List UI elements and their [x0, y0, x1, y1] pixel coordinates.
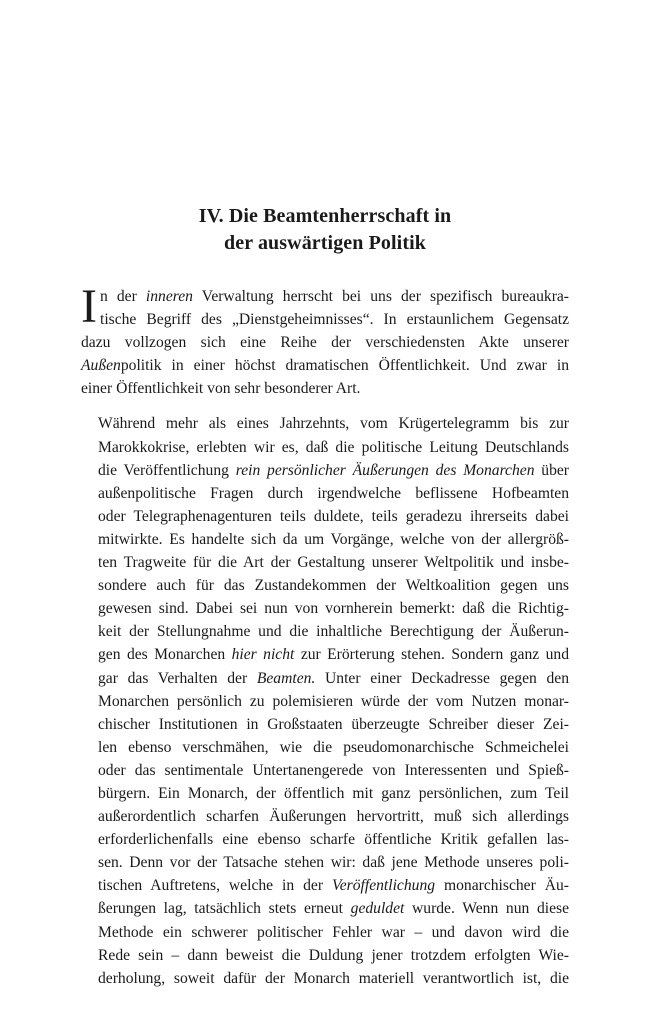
text-run: tischen Auftretens, welche in der	[98, 877, 332, 895]
text-line	[81, 412, 569, 435]
text-run: n der	[99, 288, 146, 305]
text-run: sen. Denn vor der Tatsache stehen wir: daß jene Methode unseres poli-	[98, 854, 569, 872]
text-line	[81, 759, 569, 782]
text-line	[81, 897, 569, 920]
paragraph-2	[81, 412, 569, 989]
text-line	[81, 354, 569, 377]
text-run: über	[534, 461, 569, 479]
text-run: len ebenso verschmähen, wie die pseudomonarchische Schmeichelei	[98, 738, 569, 756]
text-run: politik in einer höchst dramatischen Öffentlichkeit. Und zwar in	[120, 357, 569, 375]
text-run: tische Begriff des „Dienstgeheimnisses“. In erstaunlichem Gegensatz	[99, 311, 569, 329]
text-run: zur Erörterung stehen. Sondern ganz und	[294, 646, 569, 664]
text-run: derholung, soweit dafür der Monarch materiell verantwortlich ist, die	[98, 969, 569, 987]
text-line	[81, 551, 569, 574]
text-line	[81, 436, 569, 459]
text-run: Marokkokrise, erlebten wir es, daß die politische Leitung Deutschlands	[98, 438, 569, 456]
chapter-title	[81, 203, 569, 257]
text-run: keit der Stellungnahme und die inhaltliche Berechtigung der Äußerun-	[98, 623, 569, 641]
text-line	[81, 482, 569, 505]
emphasis: Beamten.	[256, 669, 316, 687]
text-line	[81, 597, 569, 620]
text-run: bürgern. Ein Monarch, der öffentlich mit ganz persönlichen, zum Teil	[98, 784, 569, 802]
text-run: Verwaltung herrscht bei uns der spezifisch bureaukra-	[192, 288, 569, 305]
text-line	[81, 505, 569, 528]
text-line	[81, 643, 569, 666]
chapter-title-line-2: der auswärtigen Politik	[224, 232, 426, 254]
text-line	[81, 736, 569, 759]
text-run: gar das Verhalten der	[98, 669, 257, 687]
emphasis: inneren	[145, 288, 193, 305]
text-run: Monarchen persönlich zu polemisieren würde der vom Nutzen monar-	[98, 692, 569, 710]
text-run: außerordentlich scharfen Äußerungen hervortritt, muß sich allerdings	[98, 808, 569, 826]
text-run: oder Telegraphenagenturen teils duldete, teils geradezu ihrerseits dabei	[98, 507, 569, 525]
emphasis: Außen	[81, 357, 121, 375]
text-run: chischer Institutionen in Großstaaten überzeugte Schreiber dieser Zei-	[98, 715, 569, 733]
text-line	[81, 713, 569, 736]
emphasis: rein persönlicher Äußerungen des Monarchen	[235, 461, 535, 479]
text-run: die Veröffentlichung	[98, 461, 236, 479]
text-run: monarchischer Äu-	[435, 877, 569, 895]
emphasis: Veröffentlichung	[331, 877, 436, 895]
text-run: mitwirkte. Es handelte sich da um Vorgänge, welche von der allergröß-	[98, 530, 569, 548]
text-line	[81, 285, 569, 308]
text-line	[81, 874, 569, 897]
text-line	[81, 620, 569, 643]
text-line	[81, 690, 569, 713]
text-line	[81, 308, 569, 331]
emphasis: geduldet	[350, 900, 405, 918]
text-line	[81, 331, 569, 354]
text-line	[81, 805, 569, 828]
text-run: ten Tragweite für die Art der Gestaltung unserer Weltpolitik und insbe-	[98, 554, 569, 572]
text-line	[81, 921, 569, 944]
text-line	[81, 667, 569, 690]
text-run: wurde. Wenn nun diese	[404, 900, 569, 918]
text-run: dazu vollzogen sich eine Reihe der verschiedensten Akte unserer	[81, 334, 569, 352]
text-run: ßerungen lag, tatsächlich stets erneut	[98, 900, 351, 918]
text-run: Methode ein schwerer politischer Fehler war – und davon wird die	[98, 923, 569, 941]
paragraph-1	[81, 280, 569, 400]
text-line	[81, 459, 569, 482]
text-run: Unter einer Deckadresse gegen den	[315, 669, 570, 687]
emphasis: hier nicht	[231, 646, 295, 664]
text-run: Rede sein – dann beweist die Duldung jener trotzdem erfolgten Wie-	[98, 946, 569, 964]
drop-cap: I	[81, 280, 97, 333]
text-line	[81, 851, 569, 874]
text-line	[81, 828, 569, 851]
paragraph-2-lines	[81, 412, 569, 989]
text-line	[81, 967, 569, 990]
text-line	[81, 944, 569, 967]
text-line	[81, 782, 569, 805]
chapter-title-line-1: IV. Die Beamtenherrschaft in	[198, 205, 452, 227]
text-line	[81, 377, 569, 400]
text-run: gen des Monarchen	[98, 646, 232, 664]
text-run: oder das sentimentale Untertanengerede von Interessenten und Spieß-	[98, 761, 569, 779]
paragraph-1-lines	[81, 280, 569, 400]
text-run: erforderlichenfalls eine ebenso scharfe öffentliche Kritik gefallen las-	[98, 831, 569, 849]
text-run: Während mehr als eines Jahrzehnts, vom Krügertelegramm bis zur	[98, 415, 569, 433]
text-line	[81, 528, 569, 551]
text-run: sondere auch für das Zustandekommen der Weltkoalition gegen uns	[98, 577, 569, 595]
text-line	[81, 574, 569, 597]
text-run: außenpolitische Fragen durch irgendwelche beflissene Hofbeamten	[98, 484, 569, 502]
text-run: einer Öffentlichkeit von sehr besonderer Art.	[81, 380, 361, 398]
text-run: gewesen sind. Dabei sei nun von vornherein bemerkt: daß die Richtig-	[98, 600, 569, 618]
page	[81, 203, 569, 990]
